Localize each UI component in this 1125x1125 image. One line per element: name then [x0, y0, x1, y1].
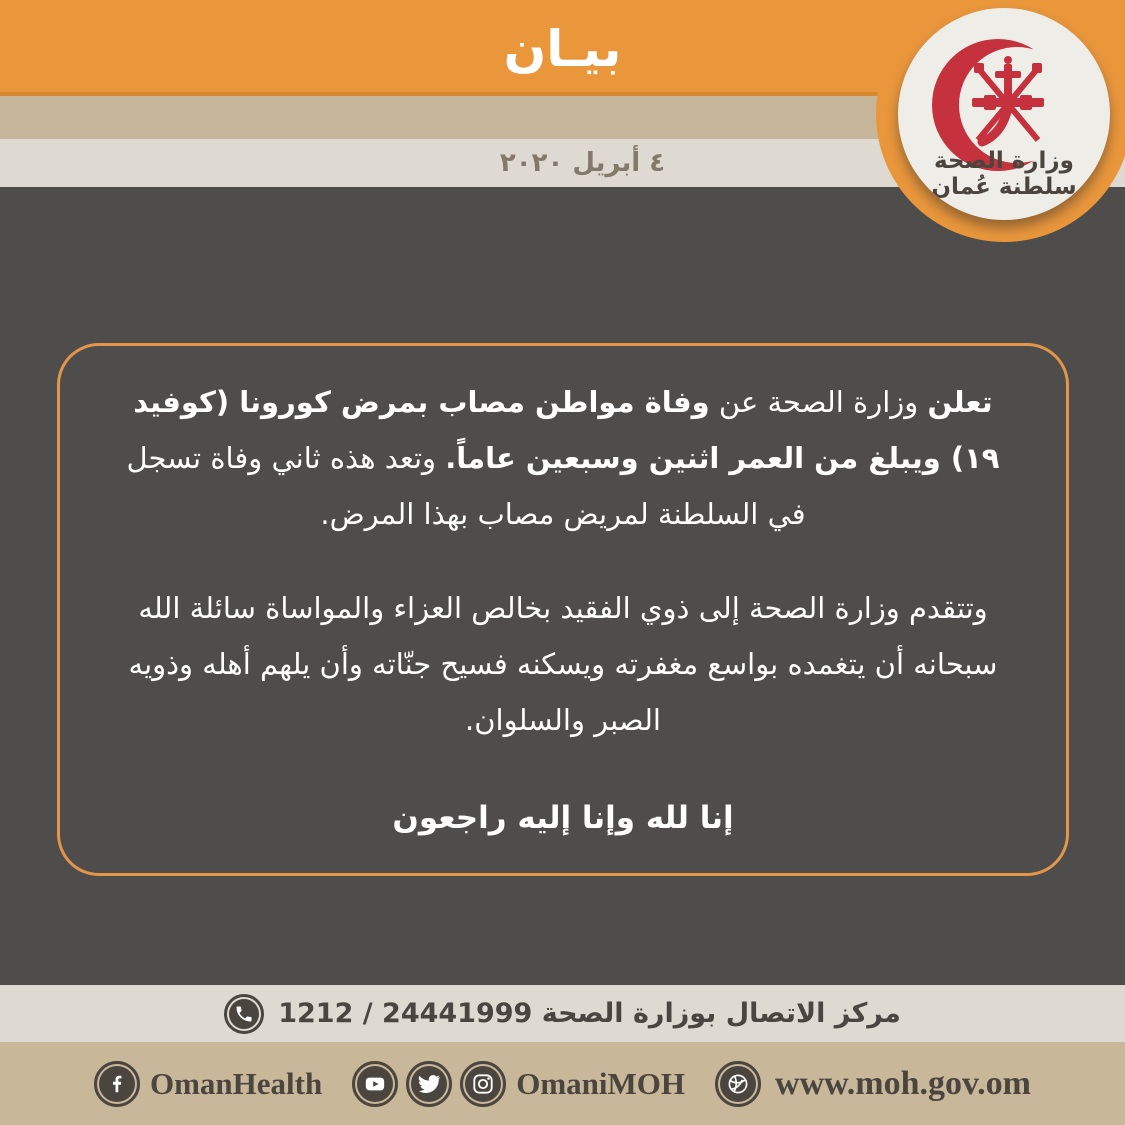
statement-p1-regular-2: وتعد هذه ثاني وفاة تسجل في السلطنة لمريض مصاب بهذا المرض.: [126, 440, 806, 531]
statement-p1-bold-1: تعلن: [927, 384, 993, 419]
twitter-icon[interactable]: [406, 1061, 452, 1107]
ministry-logo-circle: [898, 8, 1110, 220]
contact-strip: [0, 985, 1125, 1042]
globe-icon[interactable]: [715, 1061, 761, 1107]
ministry-logo-badge: [876, 0, 1125, 242]
statement-dua-line: إنا لله وإنا إليه راجعون: [392, 799, 734, 836]
ministry-name: وزارة الصحة: [934, 148, 1074, 174]
facebook-icon[interactable]: [94, 1061, 140, 1107]
instagram-handle[interactable]: OmaniMOH: [516, 1065, 686, 1101]
statement-body: [0, 187, 1125, 985]
statement-date: ٤ أبريل ٢٠٢٠: [499, 148, 666, 178]
phone-icon: [224, 994, 264, 1034]
website-url[interactable]: www.moh.gov.om: [775, 1064, 1031, 1102]
youtube-icon[interactable]: [352, 1061, 398, 1107]
statement-p1-regular-1: وزارة الصحة عن: [709, 384, 928, 419]
call-center-text: مركز الاتصال بوزارة الصحة 24441999 / 1212: [278, 998, 901, 1029]
page-title: بيـان: [503, 20, 622, 78]
statement-box: [57, 343, 1069, 876]
instagram-icon[interactable]: [460, 1061, 506, 1107]
social-bar: [0, 1042, 1125, 1125]
ministry-logo-text: [898, 148, 1110, 200]
country-name: سلطنة عُمان: [931, 174, 1077, 200]
statement-p1-bold-2: وفاة مواطن مصاب بمرض كورونا (كوفيد ١٩) ويبلغ من العمر اثنين وسبعين عاماً.: [133, 384, 1000, 475]
statement-paragraph-1: [106, 374, 1020, 542]
facebook-handle[interactable]: OmanHealth: [150, 1065, 323, 1101]
statement-paragraph-2: وتتقدم وزارة الصحة إلى ذوي الفقيد بخالص العزاء والمواساة سائلة الله سبحانه أن يتغمده بواسع مغفرته ويسكنه فسيح جنّاته وأن يلهم أهله وذويه الصبر والسلوان.: [128, 590, 998, 737]
